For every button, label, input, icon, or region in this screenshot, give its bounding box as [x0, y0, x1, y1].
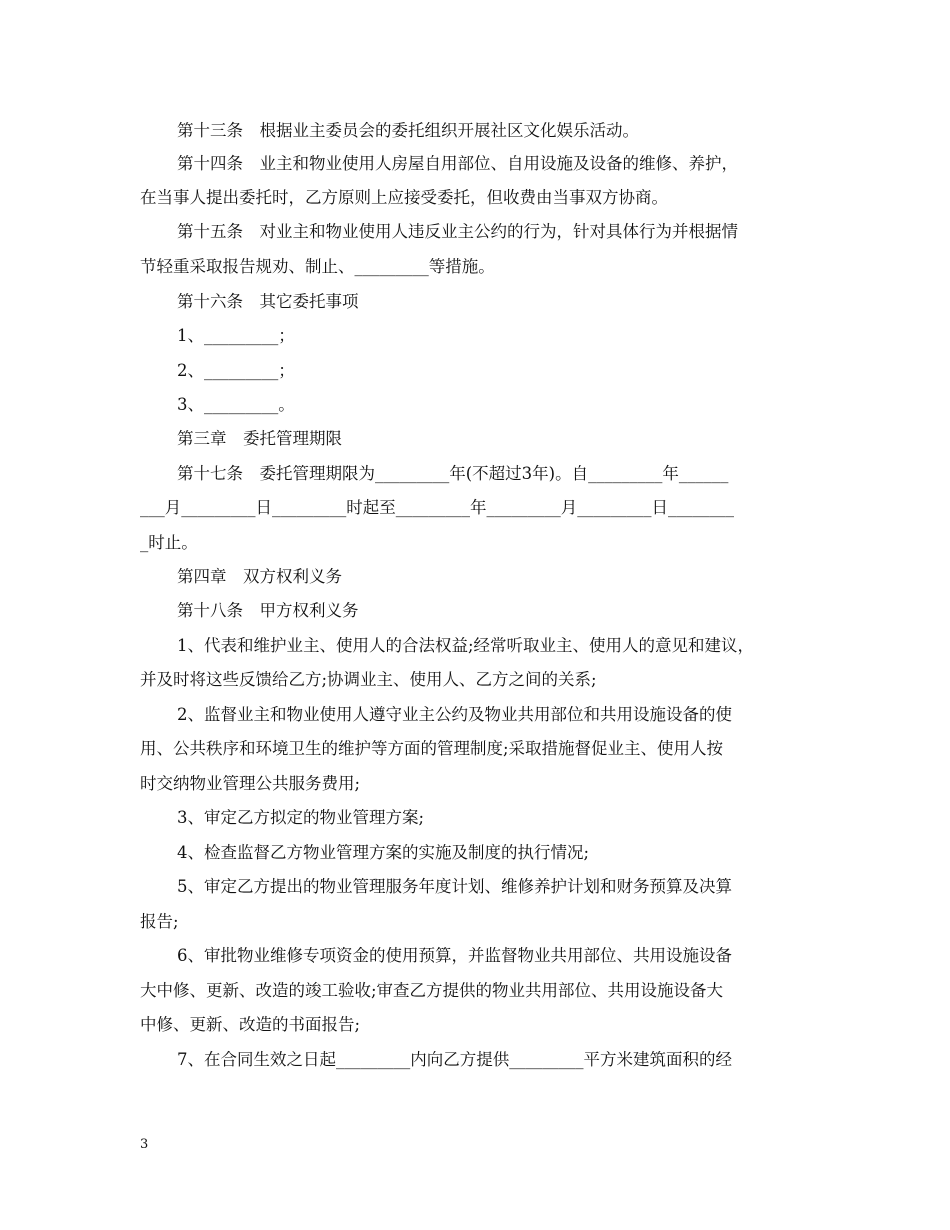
text-line: 第十六条 其它委托事项	[177, 292, 359, 311]
text-line: 用、公共秩序和环境卫生的维护等方面的管理制度;采取措施督促业主、使用人按	[140, 739, 724, 758]
text-line: 报告;	[140, 912, 179, 931]
text-line: 大中修、更新、改造的竣工验收;审查乙方提供的物业共用部位、共用设施设备大	[140, 981, 724, 1000]
text-line: 4、检查监督乙方物业管理方案的实施及制度的执行情况;	[177, 843, 590, 862]
text-line: 5、审定乙方提出的物业管理服务年度计划、维修养护计划和财务预算及决算	[177, 877, 732, 896]
text-line: 第十五条 对业主和物业使用人违反业主公约的行为，针对具体行为并根据情	[177, 222, 738, 241]
text-line: 6、审批物业维修专项资金的使用预算，并监督物业共用部位、共用设施设备	[177, 946, 732, 965]
text-line: 第十四条 业主和物业使用人房屋自用部位、自用设施及设备的维修、养护，	[177, 154, 738, 173]
text-line: 中修、更新、改造的书面报告;	[140, 1015, 361, 1034]
text-line: ___月_________日_________时起至_________年_________月_________日________	[140, 498, 734, 517]
text-line: 第十八条 甲方权利义务	[177, 601, 359, 620]
text-line: 第三章 委托管理期限	[177, 429, 342, 448]
text-line: 3、审定乙方拟定的物业管理方案;	[177, 808, 425, 827]
page-number: 3	[140, 1137, 149, 1152]
text-line: _时止。	[140, 533, 198, 552]
text-line: 2、_________；	[177, 361, 295, 380]
text-line: 在当事人提出委托时，乙方原则上应接受委托，但收费由当事双方协商。	[140, 188, 668, 207]
text-line: 第十七条 委托管理期限为_________年(不超过3年)。自_________年______	[177, 464, 729, 483]
text-line: 1、_________；	[177, 326, 295, 345]
text-line: 2、监督业主和物业使用人遵守业主公约及物业共用部位和共用设施设备的使	[177, 705, 732, 724]
text-line: 1、代表和维护业主、使用人的合法权益;经常听取业主、使用人的意见和建议，	[177, 636, 755, 655]
text-line: 3、_________。	[177, 395, 295, 414]
text-line: 7、在合同生效之日起_________内向乙方提供_________平方米建筑面积的经	[177, 1050, 732, 1069]
text-line: 第十三条 根据业主委员会的委托组织开展社区文化娱乐活动。	[177, 121, 639, 140]
text-line: 第四章 双方权利义务	[177, 567, 342, 586]
text-line: 并及时将这些反馈给乙方;协调业主、使用人、乙方之间的关系;	[140, 670, 597, 689]
text-line: 节轻重采取报告规劝、制止、_________等措施。	[140, 257, 495, 276]
text-line: 时交纳物业管理公共服务费用;	[140, 774, 361, 793]
